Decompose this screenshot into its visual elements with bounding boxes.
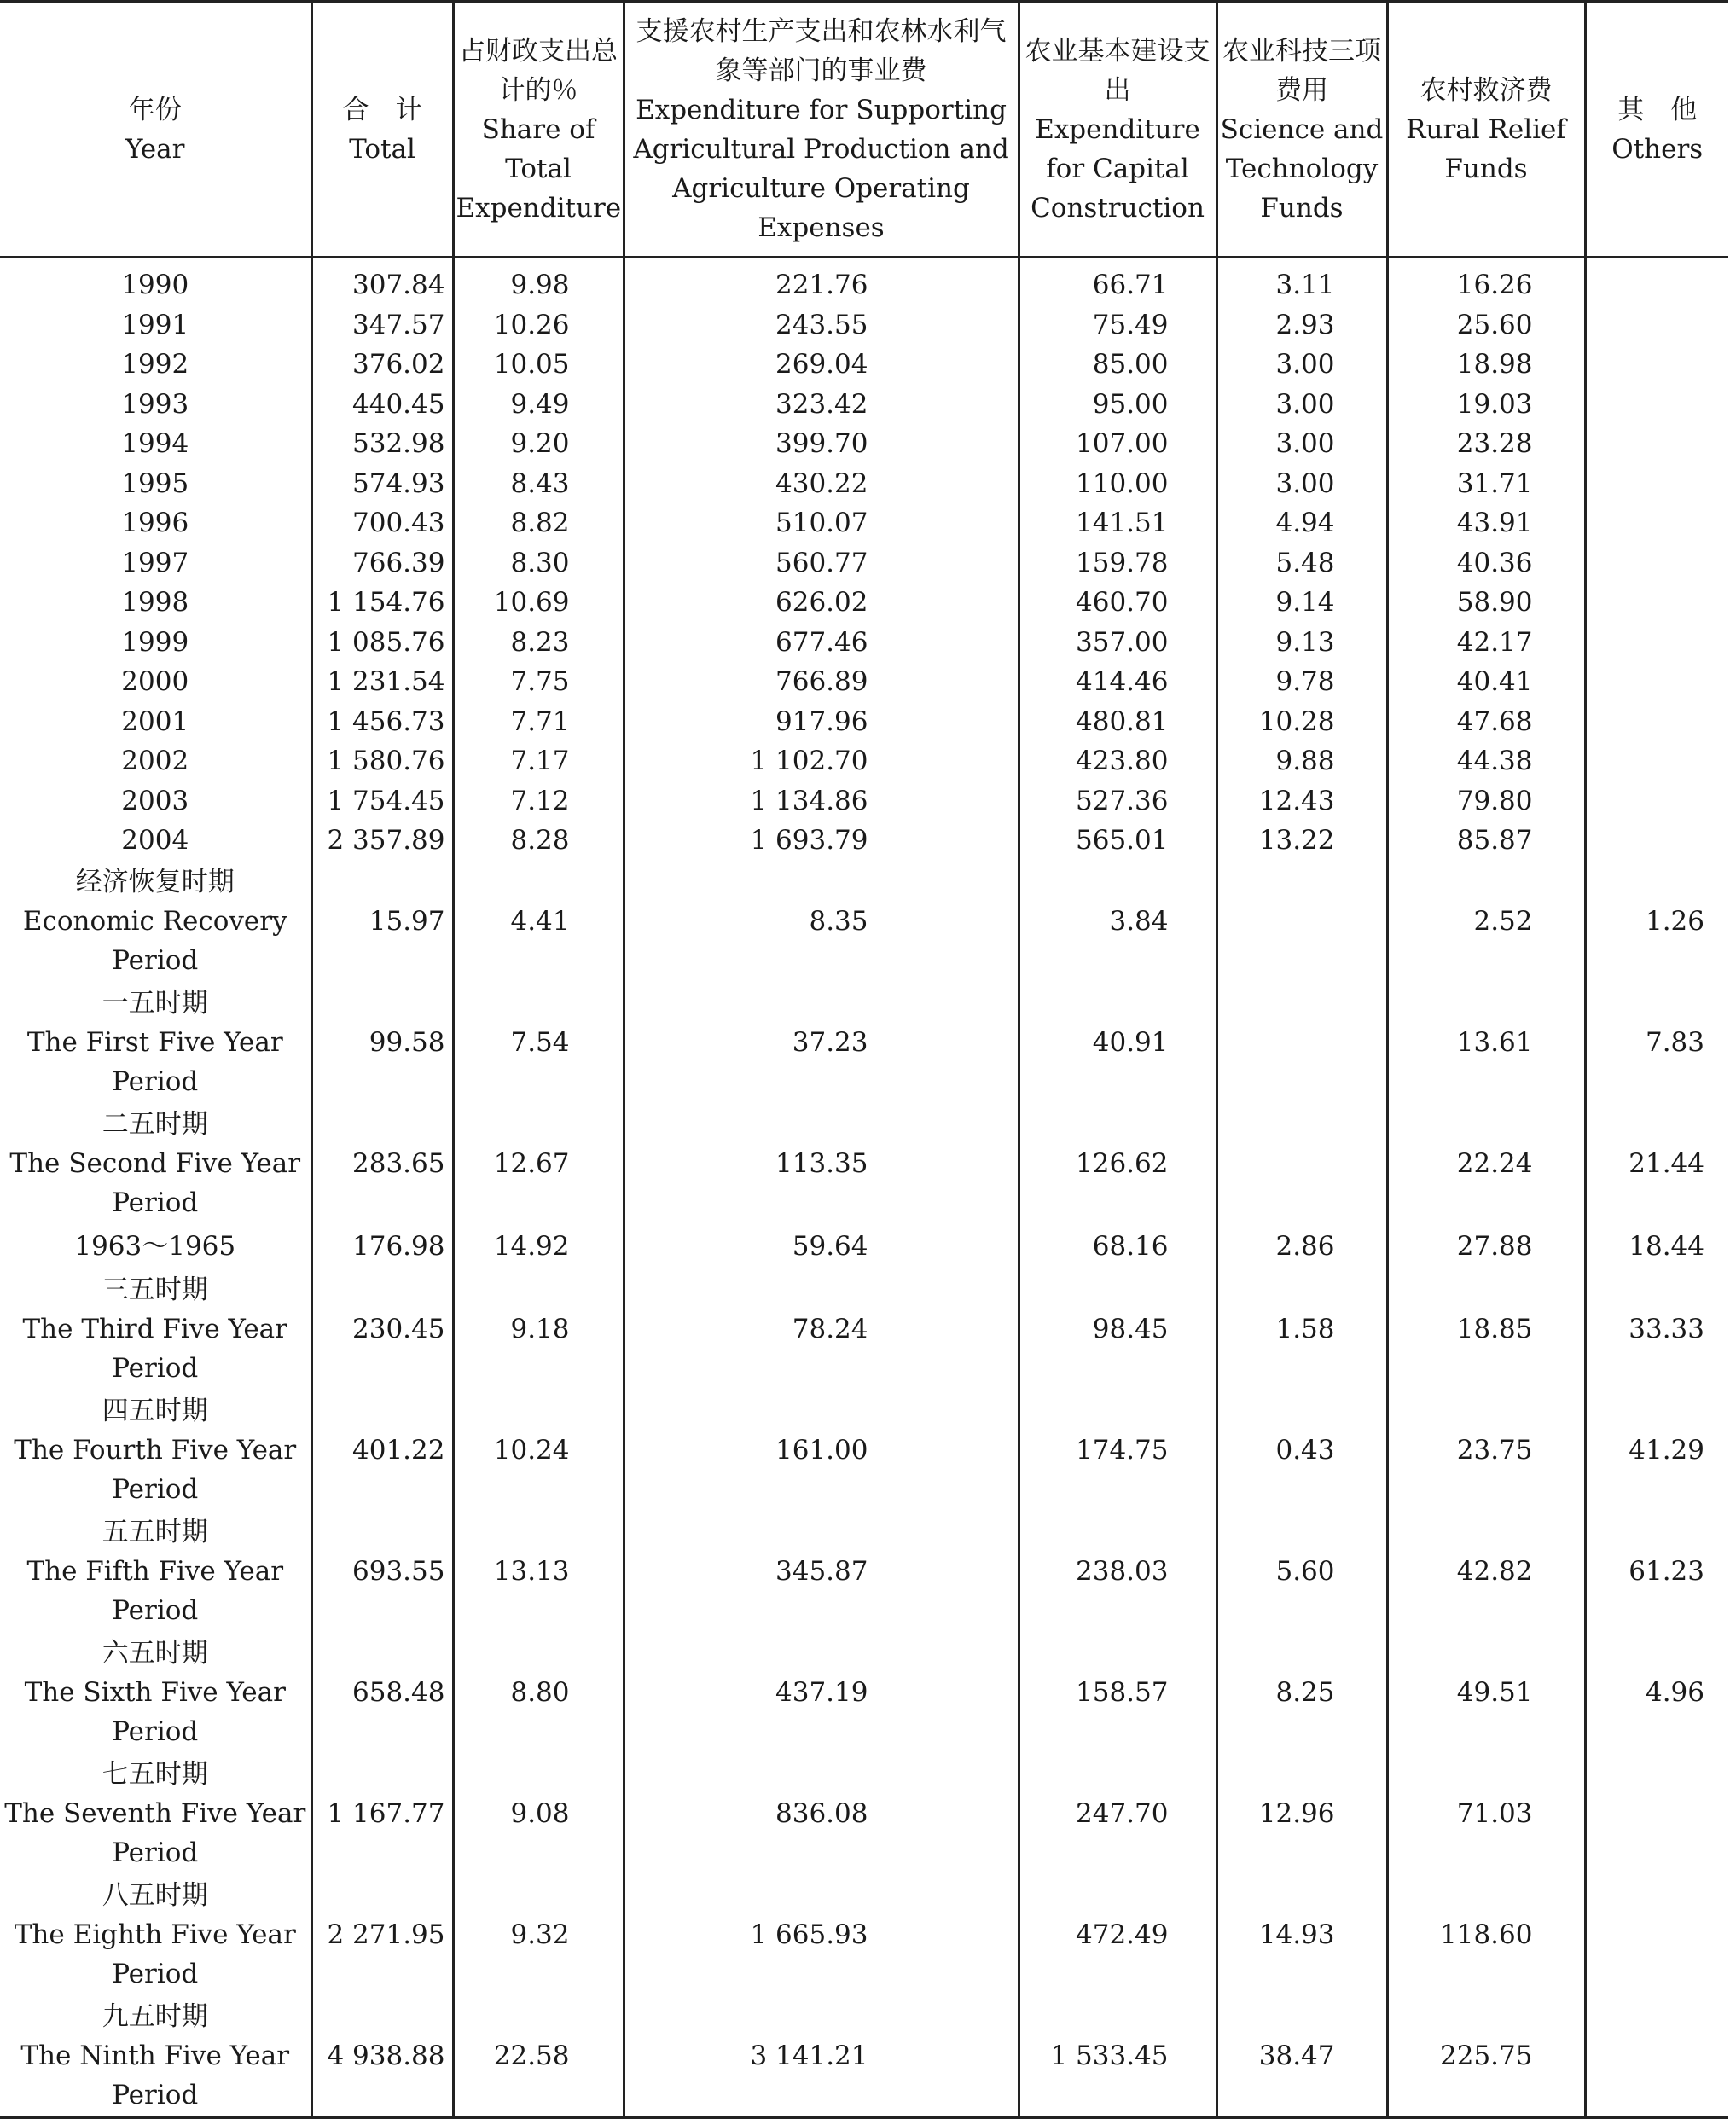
header-zh: 农村救济费 [1420, 74, 1553, 106]
table-row [0, 503, 1728, 543]
total-cell: 658.48 [311, 1632, 453, 1753]
capital-cell: 126.62 [1019, 1103, 1216, 1224]
total-cell: 766.39 [311, 543, 453, 583]
support-cell: 8.35 [624, 861, 1019, 982]
capital-cell: 110.00 [1019, 464, 1216, 504]
year-cell: 1990 [121, 270, 189, 301]
year-cell: 1996 [121, 508, 189, 539]
relief-cell: 2.52 [1387, 861, 1585, 982]
support-cell: 1 134.86 [624, 781, 1019, 821]
support-cell: 113.35 [624, 1103, 1019, 1224]
header-zh: 农业基本建设支出 [1025, 35, 1211, 106]
period-label-en: The First Five Year Period [26, 1026, 283, 1097]
others-cell [1585, 623, 1728, 663]
table-row [0, 258, 1728, 305]
period-label-zh: 四五时期 [102, 1395, 208, 1426]
total-cell: 176.98 [311, 1224, 453, 1268]
header-support [624, 2, 1019, 258]
total-cell: 4 938.88 [311, 1995, 453, 2118]
header-zh: 合 计 [342, 94, 422, 125]
others-cell [1585, 543, 1728, 583]
capital-cell: 527.36 [1019, 781, 1216, 821]
header-others [1585, 2, 1728, 258]
table-row [0, 861, 1728, 982]
share-cell: 9.98 [453, 258, 624, 305]
table-body [0, 258, 1728, 2118]
header-en: Others [1611, 133, 1704, 165]
capital-cell: 95.00 [1019, 385, 1216, 425]
relief-cell: 23.28 [1387, 424, 1585, 464]
others-cell: 4.96 [1585, 1632, 1728, 1753]
period-label-en: The Ninth Five Year Period [20, 2040, 290, 2110]
support-cell: 430.22 [624, 464, 1019, 504]
capital-cell: 357.00 [1019, 623, 1216, 663]
science-cell: 12.43 [1216, 781, 1387, 821]
header-capital [1019, 2, 1216, 258]
relief-cell: 18.98 [1387, 345, 1585, 385]
science-cell: 14.93 [1216, 1874, 1387, 1995]
capital-cell: 40.91 [1019, 982, 1216, 1103]
table-row [0, 1268, 1728, 1390]
capital-cell: 158.57 [1019, 1632, 1216, 1753]
relief-cell: 19.03 [1387, 385, 1585, 425]
header-relief [1387, 2, 1585, 258]
others-cell [1585, 662, 1728, 702]
capital-cell: 1 533.45 [1019, 1995, 1216, 2118]
capital-cell: 423.80 [1019, 741, 1216, 781]
support-cell: 836.08 [624, 1753, 1019, 1874]
period-cell [0, 1268, 311, 1390]
share-cell: 12.67 [453, 1103, 624, 1224]
support-cell: 766.89 [624, 662, 1019, 702]
relief-cell: 225.75 [1387, 1995, 1585, 2118]
science-cell: 9.14 [1216, 583, 1387, 623]
table-row [0, 385, 1728, 425]
table-row [0, 821, 1728, 861]
year-cell: 2003 [121, 785, 189, 816]
relief-cell: 27.88 [1387, 1224, 1585, 1268]
support-cell: 269.04 [624, 345, 1019, 385]
relief-cell: 49.51 [1387, 1632, 1585, 1753]
capital-cell: 247.70 [1019, 1753, 1216, 1874]
header-en: Year [125, 133, 185, 165]
others-cell [1585, 1995, 1728, 2118]
share-cell: 8.43 [453, 464, 624, 504]
others-cell [1585, 258, 1728, 305]
relief-cell: 31.71 [1387, 464, 1585, 504]
others-cell: 1.26 [1585, 861, 1728, 982]
others-cell [1585, 741, 1728, 781]
header-en: Rural Relief Funds [1406, 113, 1566, 184]
science-cell: 2.93 [1216, 305, 1387, 345]
table-row [0, 702, 1728, 742]
share-cell: 9.49 [453, 385, 624, 425]
header-en: Science and Technology Funds [1220, 113, 1384, 224]
capital-cell: 472.49 [1019, 1874, 1216, 1995]
science-cell: 2.86 [1216, 1224, 1387, 1268]
period-label-zh: 经济恢复时期 [75, 866, 235, 897]
relief-cell: 13.61 [1387, 982, 1585, 1103]
relief-cell: 23.75 [1387, 1390, 1585, 1511]
header-share [453, 2, 624, 258]
others-cell [1585, 424, 1728, 464]
period-cell [0, 1511, 311, 1632]
share-cell: 9.08 [453, 1753, 624, 1874]
support-cell: 59.64 [624, 1224, 1019, 1268]
table-row [0, 982, 1728, 1103]
table-row [0, 543, 1728, 583]
total-cell: 1 456.73 [311, 702, 453, 742]
period-cell [0, 1103, 311, 1224]
year-cell: 1998 [121, 587, 189, 618]
table-row [0, 424, 1728, 464]
capital-cell: 68.16 [1019, 1224, 1216, 1268]
share-cell: 10.26 [453, 305, 624, 345]
capital-cell: 159.78 [1019, 543, 1216, 583]
support-cell: 37.23 [624, 982, 1019, 1103]
header-zh: 年份 [128, 94, 182, 125]
capital-cell: 480.81 [1019, 702, 1216, 742]
table-row [0, 1511, 1728, 1632]
support-cell: 243.55 [624, 305, 1019, 345]
year-cell: 2004 [121, 825, 189, 856]
total-cell: 283.65 [311, 1103, 453, 1224]
period-label-zh: 三五时期 [102, 1274, 208, 1305]
period-label-zh: 五五时期 [102, 1516, 208, 1547]
total-cell: 1 085.76 [311, 623, 453, 663]
relief-cell: 44.38 [1387, 741, 1585, 781]
share-cell: 14.92 [453, 1224, 624, 1268]
capital-cell: 460.70 [1019, 583, 1216, 623]
science-cell [1216, 1103, 1387, 1224]
header-zh: 支援农村生产支出和农林水利气象等部门的事业费 [636, 15, 1007, 86]
others-cell: 41.29 [1585, 1390, 1728, 1511]
science-cell: 3.00 [1216, 424, 1387, 464]
science-cell: 1.58 [1216, 1268, 1387, 1390]
period-cell [0, 1995, 311, 2118]
period-cell [0, 1224, 311, 1268]
others-cell: 61.23 [1585, 1511, 1728, 1632]
support-cell: 1 693.79 [624, 821, 1019, 861]
table-row [0, 583, 1728, 623]
others-cell [1585, 583, 1728, 623]
total-cell: 1 167.77 [311, 1753, 453, 1874]
others-cell [1585, 702, 1728, 742]
support-cell: 510.07 [624, 503, 1019, 543]
header-science [1216, 2, 1387, 258]
table-row [0, 1632, 1728, 1753]
table-row [0, 781, 1728, 821]
total-cell: 700.43 [311, 503, 453, 543]
science-cell: 5.48 [1216, 543, 1387, 583]
header-zh: 其 他 [1617, 94, 1698, 125]
capital-cell: 75.49 [1019, 305, 1216, 345]
others-cell [1585, 503, 1728, 543]
header-zh: 农业科技三项费用 [1222, 35, 1381, 106]
header-total [311, 2, 453, 258]
total-cell: 532.98 [311, 424, 453, 464]
total-cell: 99.58 [311, 982, 453, 1103]
relief-cell: 43.91 [1387, 503, 1585, 543]
science-cell: 4.94 [1216, 503, 1387, 543]
year-cell: 2002 [121, 746, 189, 777]
share-cell: 8.28 [453, 821, 624, 861]
share-cell: 8.82 [453, 503, 624, 543]
relief-cell: 25.60 [1387, 305, 1585, 345]
period-cell [0, 1632, 311, 1753]
support-cell: 3 141.21 [624, 1995, 1019, 2118]
period-label-zh: 一五时期 [102, 987, 208, 1019]
science-cell: 9.13 [1216, 623, 1387, 663]
science-cell: 3.00 [1216, 345, 1387, 385]
period-cell [0, 1874, 311, 1995]
table-row [0, 623, 1728, 663]
total-cell: 15.97 [311, 861, 453, 982]
year-cell: 1997 [121, 547, 189, 578]
science-cell: 5.60 [1216, 1511, 1387, 1632]
period-cell [0, 1753, 311, 1874]
share-cell: 7.75 [453, 662, 624, 702]
support-cell: 161.00 [624, 1390, 1019, 1511]
others-cell [1585, 781, 1728, 821]
period-label-zh: 二五时期 [102, 1108, 208, 1140]
science-cell: 3.00 [1216, 385, 1387, 425]
capital-cell: 107.00 [1019, 424, 1216, 464]
science-cell: 12.96 [1216, 1753, 1387, 1874]
others-cell [1585, 385, 1728, 425]
share-cell: 7.71 [453, 702, 624, 742]
support-cell: 437.19 [624, 1632, 1019, 1753]
relief-cell: 71.03 [1387, 1753, 1585, 1874]
period-label-zh: 1963～1965 [74, 1230, 236, 1262]
share-cell: 7.54 [453, 982, 624, 1103]
relief-cell: 42.82 [1387, 1511, 1585, 1632]
header-en: Expenditure for Supporting Agricultural Production and Agriculture Operating Expenses [633, 94, 1009, 243]
year-cell: 1992 [121, 349, 189, 380]
capital-cell: 174.75 [1019, 1390, 1216, 1511]
support-cell: 1 102.70 [624, 741, 1019, 781]
relief-cell: 42.17 [1387, 623, 1585, 663]
period-label-zh: 六五时期 [102, 1637, 208, 1669]
total-cell: 2 271.95 [311, 1874, 453, 1995]
total-cell: 347.57 [311, 305, 453, 345]
others-cell [1585, 821, 1728, 861]
year-cell: 1993 [121, 388, 189, 420]
science-cell [1216, 861, 1387, 982]
share-cell: 7.17 [453, 741, 624, 781]
relief-cell: 18.85 [1387, 1268, 1585, 1390]
share-cell: 8.23 [453, 623, 624, 663]
support-cell: 221.76 [624, 258, 1019, 305]
share-cell: 4.41 [453, 861, 624, 982]
table-row [0, 464, 1728, 504]
support-cell: 560.77 [624, 543, 1019, 583]
others-cell: 21.44 [1585, 1103, 1728, 1224]
support-cell: 1 665.93 [624, 1874, 1019, 1995]
year-cell: 1999 [121, 626, 189, 658]
period-label-en: The Second Five Year Period [9, 1147, 301, 1218]
capital-cell: 141.51 [1019, 503, 1216, 543]
capital-cell: 3.84 [1019, 861, 1216, 982]
period-label-en: The Seventh Five Year Period [4, 1797, 306, 1868]
capital-cell: 565.01 [1019, 821, 1216, 861]
relief-cell: 58.90 [1387, 583, 1585, 623]
total-cell: 376.02 [311, 345, 453, 385]
others-cell: 18.44 [1585, 1224, 1728, 1268]
support-cell: 917.96 [624, 702, 1019, 742]
total-cell: 1 580.76 [311, 741, 453, 781]
science-cell: 9.78 [1216, 662, 1387, 702]
others-cell [1585, 305, 1728, 345]
total-cell: 693.55 [311, 1511, 453, 1632]
relief-cell: 16.26 [1387, 258, 1585, 305]
capital-cell: 98.45 [1019, 1268, 1216, 1390]
science-cell: 10.28 [1216, 702, 1387, 742]
others-cell [1585, 1874, 1728, 1995]
relief-cell: 22.24 [1387, 1103, 1585, 1224]
share-cell: 8.30 [453, 543, 624, 583]
total-cell: 401.22 [311, 1390, 453, 1511]
table-row [0, 1103, 1728, 1224]
period-label-en: Economic Recovery Period [22, 905, 287, 976]
period-label-en: The Third Five Year Period [22, 1313, 287, 1384]
relief-cell: 85.87 [1387, 821, 1585, 861]
period-label-en: The Fourth Five Year Period [14, 1434, 297, 1505]
year-cell: 1991 [121, 309, 189, 340]
others-cell [1585, 1753, 1728, 1874]
science-cell: 0.43 [1216, 1390, 1387, 1511]
share-cell: 13.13 [453, 1511, 624, 1632]
support-cell: 626.02 [624, 583, 1019, 623]
header-en: Total [349, 133, 415, 165]
period-cell [0, 861, 311, 982]
others-cell [1585, 345, 1728, 385]
support-cell: 345.87 [624, 1511, 1019, 1632]
total-cell: 1 231.54 [311, 662, 453, 702]
table-row [0, 1224, 1728, 1268]
total-cell: 2 357.89 [311, 821, 453, 861]
table-row [0, 1995, 1728, 2118]
header-en: Expenditure for Capital Construction [1031, 113, 1205, 224]
relief-cell: 118.60 [1387, 1874, 1585, 1995]
capital-cell: 238.03 [1019, 1511, 1216, 1632]
others-cell: 7.83 [1585, 982, 1728, 1103]
share-cell: 9.32 [453, 1874, 624, 1995]
support-cell: 323.42 [624, 385, 1019, 425]
relief-cell: 40.36 [1387, 543, 1585, 583]
total-cell: 440.45 [311, 385, 453, 425]
science-cell: 9.88 [1216, 741, 1387, 781]
total-cell: 1 754.45 [311, 781, 453, 821]
support-cell: 78.24 [624, 1268, 1019, 1390]
header-zh: 占财政支出总计的％ [459, 35, 618, 106]
share-cell: 10.05 [453, 345, 624, 385]
others-cell [1585, 464, 1728, 504]
share-cell: 9.20 [453, 424, 624, 464]
support-cell: 399.70 [624, 424, 1019, 464]
science-cell: 8.25 [1216, 1632, 1387, 1753]
period-label-en: The Eighth Five Year Period [14, 1919, 296, 1989]
share-cell: 9.18 [453, 1268, 624, 1390]
share-cell: 10.69 [453, 583, 624, 623]
header-year [0, 2, 311, 258]
table-row [0, 1390, 1728, 1511]
year-cell: 1995 [121, 467, 189, 499]
total-cell: 574.93 [311, 464, 453, 504]
period-cell [0, 982, 311, 1103]
period-label-en: The Fifth Five Year Period [26, 1555, 284, 1626]
share-cell: 22.58 [453, 1995, 624, 2118]
science-cell: 3.11 [1216, 258, 1387, 305]
period-label-en: The Sixth Five Year Period [24, 1676, 286, 1747]
table-row [0, 662, 1728, 702]
table-row [0, 305, 1728, 345]
period-cell [0, 1390, 311, 1511]
others-cell: 33.33 [1585, 1268, 1728, 1390]
capital-cell: 414.46 [1019, 662, 1216, 702]
table-row [0, 1753, 1728, 1874]
period-label-zh: 八五时期 [102, 1879, 208, 1911]
year-cell: 2001 [121, 705, 189, 737]
support-cell: 677.46 [624, 623, 1019, 663]
share-cell: 10.24 [453, 1390, 624, 1511]
share-cell: 7.12 [453, 781, 624, 821]
capital-cell: 85.00 [1019, 345, 1216, 385]
relief-cell: 40.41 [1387, 662, 1585, 702]
period-label-zh: 七五时期 [102, 1758, 208, 1790]
year-cell: 1994 [121, 428, 189, 460]
table-row [0, 741, 1728, 781]
capital-cell: 66.71 [1019, 258, 1216, 305]
header-en: Share of Total Expenditure [456, 113, 622, 224]
science-cell: 3.00 [1216, 464, 1387, 504]
table-row [0, 345, 1728, 385]
table-row [0, 1874, 1728, 1995]
relief-cell: 47.68 [1387, 702, 1585, 742]
period-label-zh: 九五时期 [102, 2000, 208, 2032]
total-cell: 230.45 [311, 1268, 453, 1390]
science-cell: 38.47 [1216, 1995, 1387, 2118]
science-cell: 13.22 [1216, 821, 1387, 861]
science-cell [1216, 982, 1387, 1103]
total-cell: 1 154.76 [311, 583, 453, 623]
header-row [0, 2, 1728, 258]
total-cell: 307.84 [311, 258, 453, 305]
share-cell: 8.80 [453, 1632, 624, 1753]
relief-cell: 79.80 [1387, 781, 1585, 821]
year-cell: 2000 [121, 666, 189, 698]
